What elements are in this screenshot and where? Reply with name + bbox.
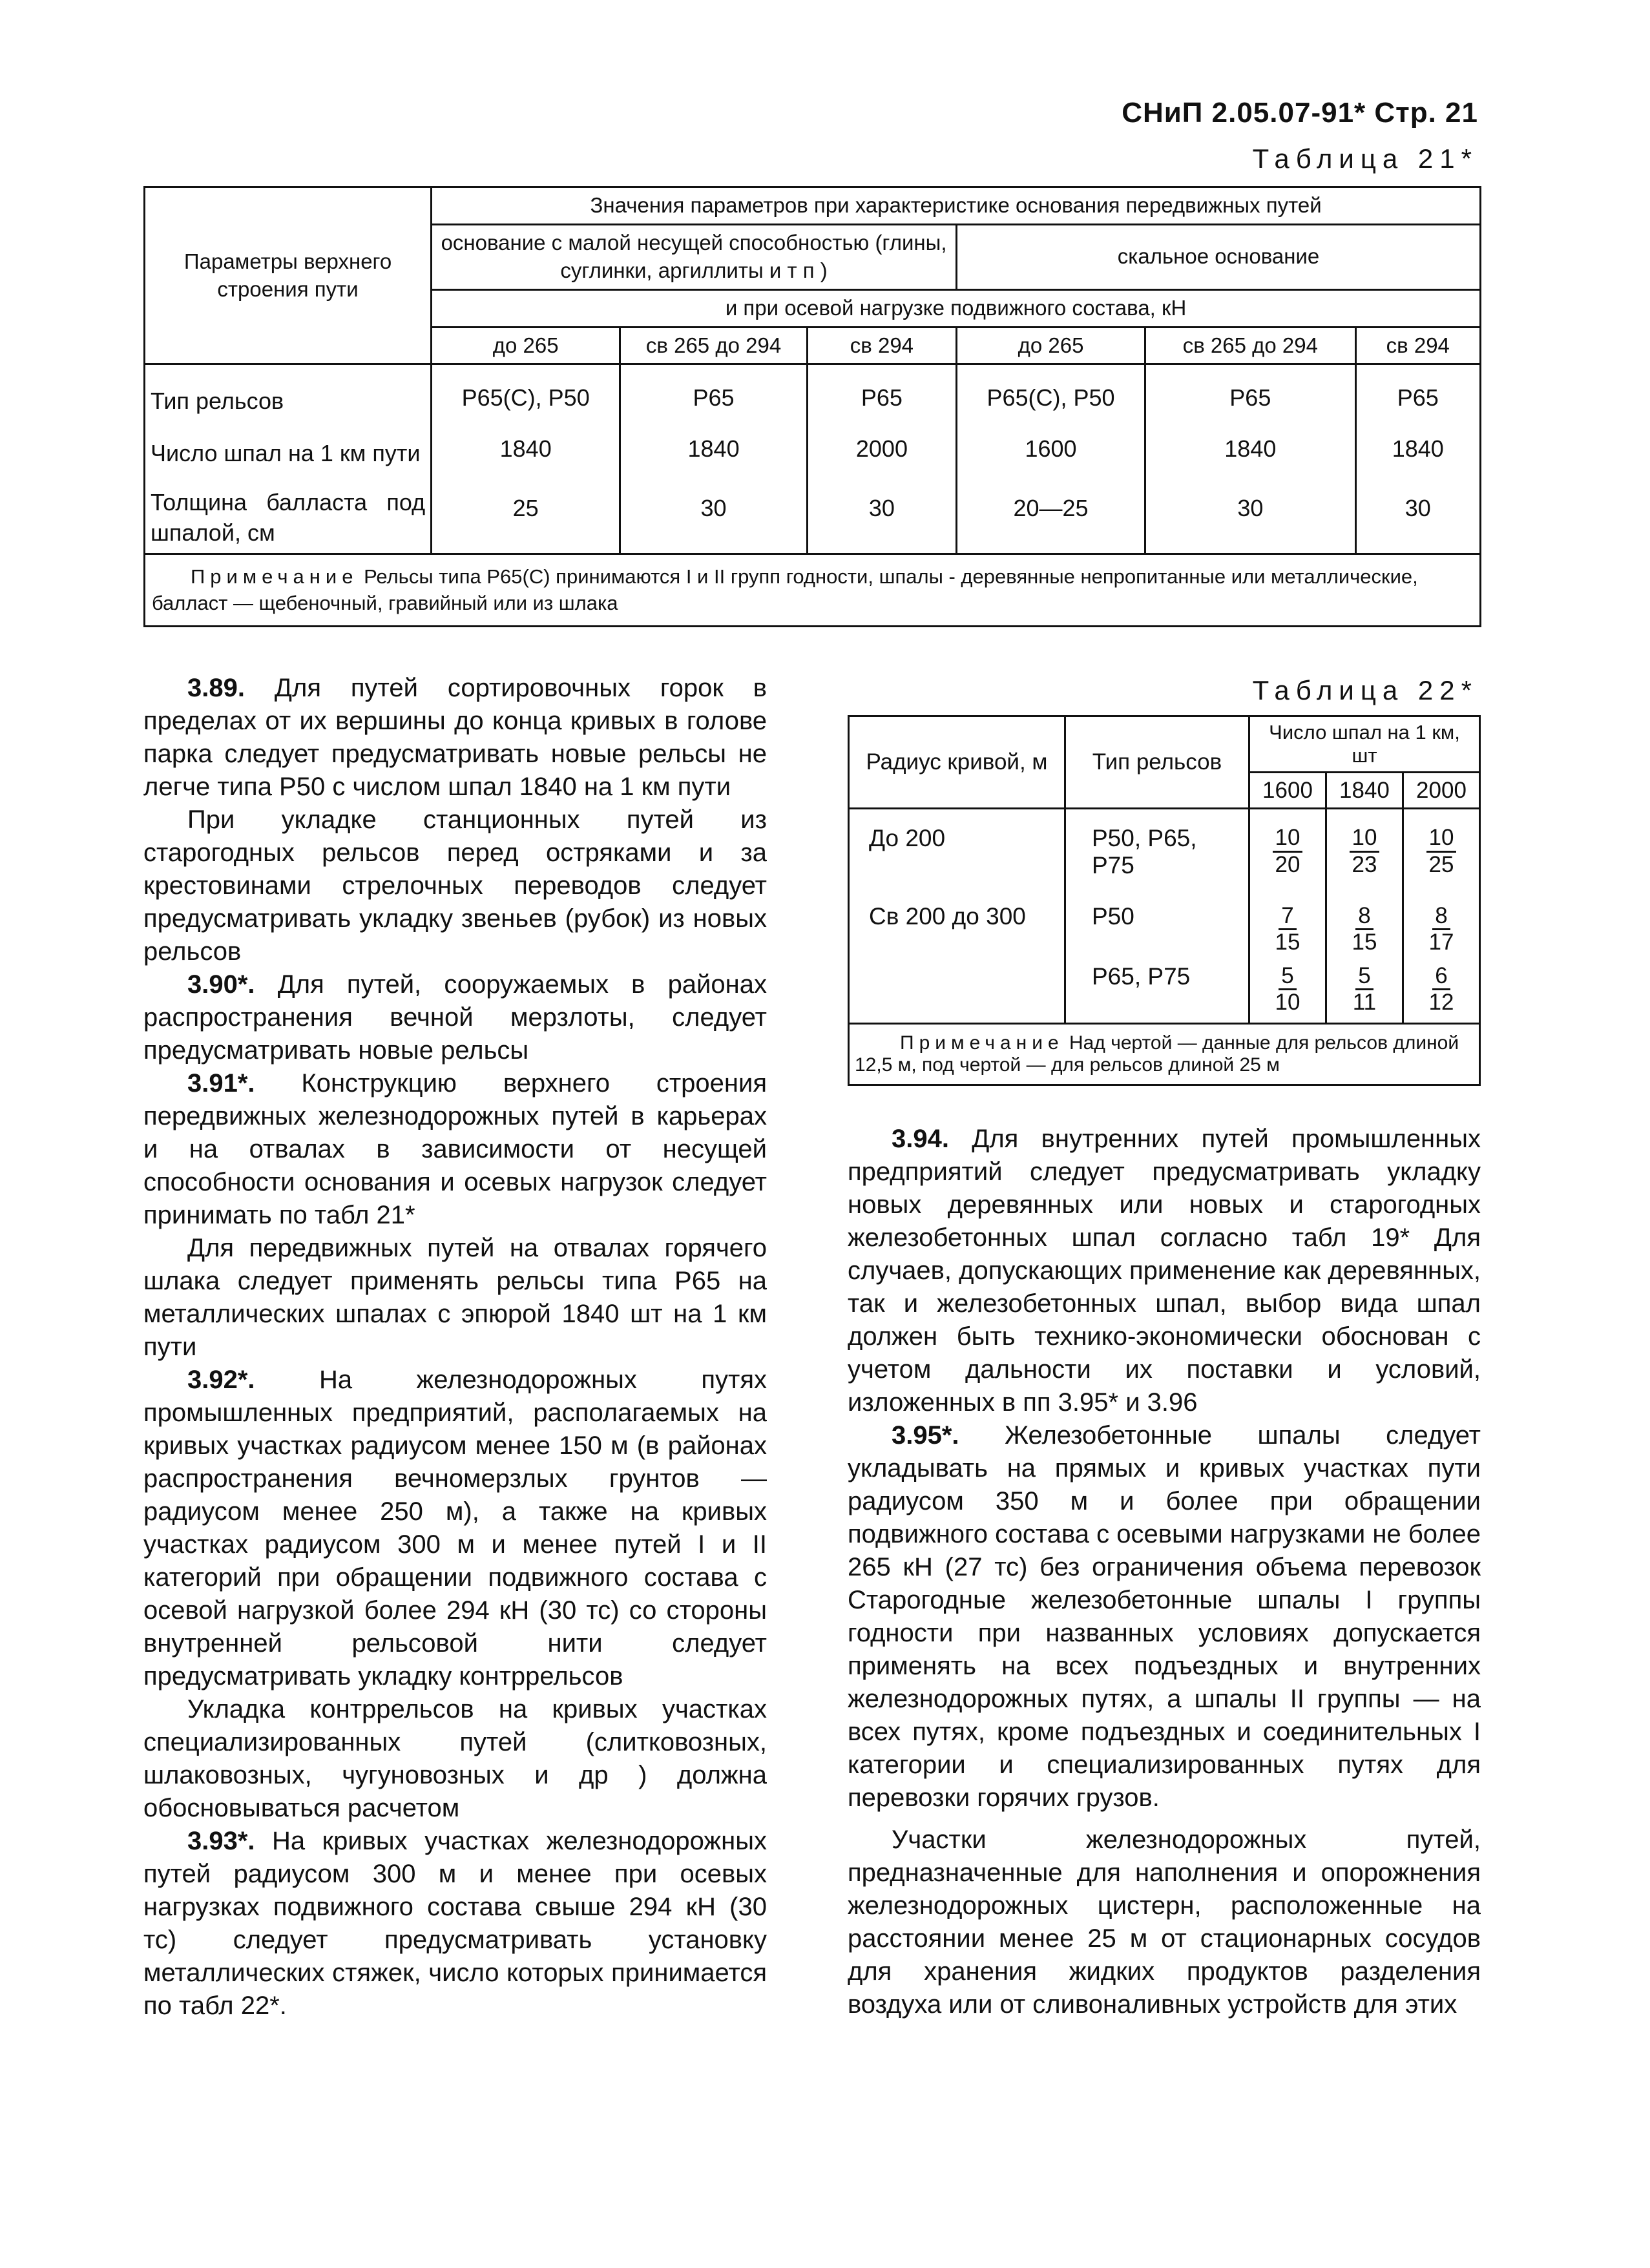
base-weak-header: основание с малой несущей способностью (глины, суглинки, аргиллиты и т п ) bbox=[432, 224, 957, 289]
left-text-column bbox=[143, 672, 767, 2023]
paragraph: Для передвижных путей на отвалах горячего шлака следует применять рельсы типа Р65 на металлических шпалах с эпюрой 1840 шт на 1 км пути bbox=[143, 1234, 767, 1361]
fraction-cell bbox=[1403, 899, 1479, 959]
paragraph: 3.93*. На кривых участках железнодорожных путей радиусом 300 м и менее при осевых нагрузках подвижного состава свыше 294 кН (30 тс) следует предусматривать установку металлических стяжек, число которых принимается по табл 22*. bbox=[143, 1827, 767, 2020]
fraction: $\frac{10}{25}$ bbox=[1426, 826, 1457, 877]
fraction: $\frac{8}{15}$ bbox=[1352, 902, 1377, 955]
rail-cell: Р50 bbox=[1065, 899, 1249, 959]
paragraph: Участки железнодорожных путей, предназначенные для наполнения и опорожнения железнодорожных цистерн, расположенные на расстоянии менее 25 м от стационарных сосудов для хранения жидких продуктов разделения воздуха или от сливоналивных устройств для этих bbox=[848, 1826, 1481, 2019]
note-label: Примечание bbox=[900, 1032, 1064, 1054]
cell: Р65 bbox=[1145, 364, 1355, 424]
table-22-note bbox=[849, 1024, 1480, 1085]
paragraph: При укладке станционных путей из старогодных рельсов перед остряками и за крестовинами стрелочных переводов следует предусматривать укладку звеньев (рубок) из новых рельсов bbox=[143, 806, 767, 966]
row-label: Тип рельсов bbox=[145, 364, 432, 424]
load-col: до 265 bbox=[432, 327, 620, 364]
fraction: $\frac{8}{17}$ bbox=[1428, 902, 1454, 955]
table-row bbox=[849, 809, 1480, 899]
radius-cell bbox=[849, 959, 1065, 1024]
fraction: $\frac{6}{12}$ bbox=[1428, 962, 1454, 1015]
cell: 30 bbox=[620, 483, 808, 554]
count-col: 1840 bbox=[1326, 773, 1403, 809]
radius-cell: До 200 bbox=[849, 809, 1065, 899]
fraction-cell bbox=[1403, 959, 1479, 1024]
paragraph: 3.94. Для внутренних путей промышленных предприятий следует предусматривать укладку новых деревянных или новых и старогодных железобетонных шпал согласно табл 19* Для случаев, допускающих применение как деревянных, так и железобетонных шпал, выбор вида шпал должен быть технико-экономически обоснован с учетом дальности их поставки и условий, изложенных в пп 3.95* и 3.96 bbox=[848, 1125, 1481, 1417]
count-col: 2000 bbox=[1403, 773, 1479, 809]
fraction-cell bbox=[1326, 899, 1403, 959]
fraction: $\frac{10}{23}$ bbox=[1350, 826, 1380, 877]
fraction-cell bbox=[1326, 959, 1403, 1024]
cell: 1840 bbox=[620, 424, 808, 483]
load-col: св 294 bbox=[1355, 327, 1480, 364]
radius-cell: Св 200 до 300 bbox=[849, 899, 1065, 959]
rail-cell: Р65, Р75 bbox=[1065, 959, 1249, 1024]
paragraph: 3.95*. Железобетонные шпалы следует укладывать на прямых и кривых участках пути радиусом 350 м и более при обращении подвижного состава с осевыми нагрузками не более 265 кН (27 тс) без ограничения объема перевозок Старогодные железобетонные шпалы I группы годности при названных условиях допускается применять на всех подъездных и внутренних железнодорожных путях, а шпалы II группы — на всех путях, кроме подъездных и соединительных I категории и специализированных путях для перевозки горячих грузов. bbox=[848, 1421, 1481, 1812]
cell: 20—25 bbox=[956, 483, 1145, 554]
page-header: СНиП 2.05.07-91* Стр. 21 bbox=[1122, 97, 1478, 129]
cell: 30 bbox=[1145, 483, 1355, 554]
cell: Р65 bbox=[1355, 364, 1480, 424]
fraction: $\frac{5}{11}$ bbox=[1352, 962, 1377, 1015]
cell: 1600 bbox=[956, 424, 1145, 483]
col-count: Число шпал на 1 км, шт bbox=[1249, 716, 1480, 773]
cell: Р65 bbox=[620, 364, 808, 424]
fraction: $\frac{10}{20}$ bbox=[1273, 826, 1303, 877]
table-row bbox=[849, 959, 1480, 1024]
fraction: $\frac{7}{15}$ bbox=[1275, 902, 1300, 955]
row-label: Толщина балласта под шпалой, см bbox=[145, 483, 432, 554]
cell: Р65(С), Р50 bbox=[432, 364, 620, 424]
axle-load-header: и при осевой нагрузке подвижного состава, кН bbox=[432, 289, 1481, 327]
load-col: св 294 bbox=[807, 327, 956, 364]
note-text: Рельсы типа Р65(С) принимаются I и II групп годности, шпалы - деревянные непропитанные или металлические, балласт — щебеночный, гравийный или из шлака bbox=[152, 565, 1418, 614]
table-21-note bbox=[145, 554, 1481, 627]
note-text: Над чертой — данные для рельсов длиной 12,5 м, под чертой — для рельсов длиной 25 м bbox=[855, 1032, 1459, 1076]
table-21 bbox=[143, 186, 1481, 627]
table-row bbox=[145, 364, 1481, 424]
param-header: Параметры верхнего строения пути bbox=[145, 187, 432, 364]
cell: 1840 bbox=[1355, 424, 1480, 483]
table-22-caption: Таблица 22* bbox=[1252, 675, 1478, 705]
cell: Р65(С), Р50 bbox=[956, 364, 1145, 424]
table-row bbox=[145, 483, 1481, 554]
load-col: до 265 bbox=[956, 327, 1145, 364]
base-rock-header: скальное основание bbox=[956, 224, 1480, 289]
cell: 2000 bbox=[807, 424, 956, 483]
load-col: св 265 до 294 bbox=[620, 327, 808, 364]
table-row bbox=[145, 424, 1481, 483]
paragraph: 3.89. Для путей сортировочных горок в пределах от их вершины до конца кривых в голове парка следует предусматривать новые рельсы не легче типа Р50 с числом шпал 1840 на 1 км пути bbox=[143, 674, 767, 801]
count-col: 1600 bbox=[1249, 773, 1326, 809]
row-label: Число шпал на 1 км пути bbox=[145, 424, 432, 483]
rail-cell: Р50, Р65, Р75 bbox=[1065, 809, 1249, 899]
fraction-cell bbox=[1249, 809, 1326, 899]
cell: 1840 bbox=[432, 424, 620, 483]
cell: 30 bbox=[1355, 483, 1480, 554]
fraction-cell bbox=[1326, 809, 1403, 899]
table-21-caption: Таблица 21* bbox=[1252, 143, 1478, 174]
load-col: св 265 до 294 bbox=[1145, 327, 1355, 364]
cell: 30 bbox=[807, 483, 956, 554]
cell: 25 bbox=[432, 483, 620, 554]
cell: Р65 bbox=[807, 364, 956, 424]
paragraph: 3.91*. Конструкцию верхнего строения передвижных железнодорожных путей в карьерах и на отвалах в зависимости от несущей способности основания и осевых нагрузок следует принимать по табл 21* bbox=[143, 1069, 767, 1229]
right-text-column bbox=[848, 1123, 1481, 2021]
col-radius: Радиус кривой, м bbox=[849, 716, 1065, 809]
table-row bbox=[849, 899, 1480, 959]
fraction-cell bbox=[1249, 899, 1326, 959]
fraction-cell bbox=[1403, 809, 1479, 899]
values-header: Значения параметров при характеристике основания передвижных путей bbox=[432, 187, 1481, 225]
paragraph: 3.92*. На железнодорожных путях промышленных предприятий, располагаемых на кривых участках радиусом менее 150 м (в районах распространения вечномерзлых грунтов — радиусом менее 250 м), а также на кривых участках радиусом 300 м и менее путей I и II категорий при обращении подвижного состава с осевой нагрузкой более 294 кН (30 тс) со стороны внутренней рельсовой нити следует предусматривать укладку контррельсов bbox=[143, 1366, 767, 1691]
note-label: Примечание bbox=[191, 565, 359, 588]
paragraph: Укладка контррельсов на кривых участках специализированных путей (слитковозных, шлаковозных, чугуновозных и др ) должна обосновываться расчетом bbox=[143, 1695, 767, 1822]
fraction-cell bbox=[1249, 959, 1326, 1024]
paragraph: 3.90*. Для путей, сооружаемых в районах распространения вечной мерзлоты, следует предусматривать новые рельсы bbox=[143, 970, 767, 1065]
table-22 bbox=[848, 715, 1481, 1086]
col-rail: Тип рельсов bbox=[1065, 716, 1249, 809]
fraction: $\frac{5}{10}$ bbox=[1275, 962, 1300, 1015]
cell: 1840 bbox=[1145, 424, 1355, 483]
